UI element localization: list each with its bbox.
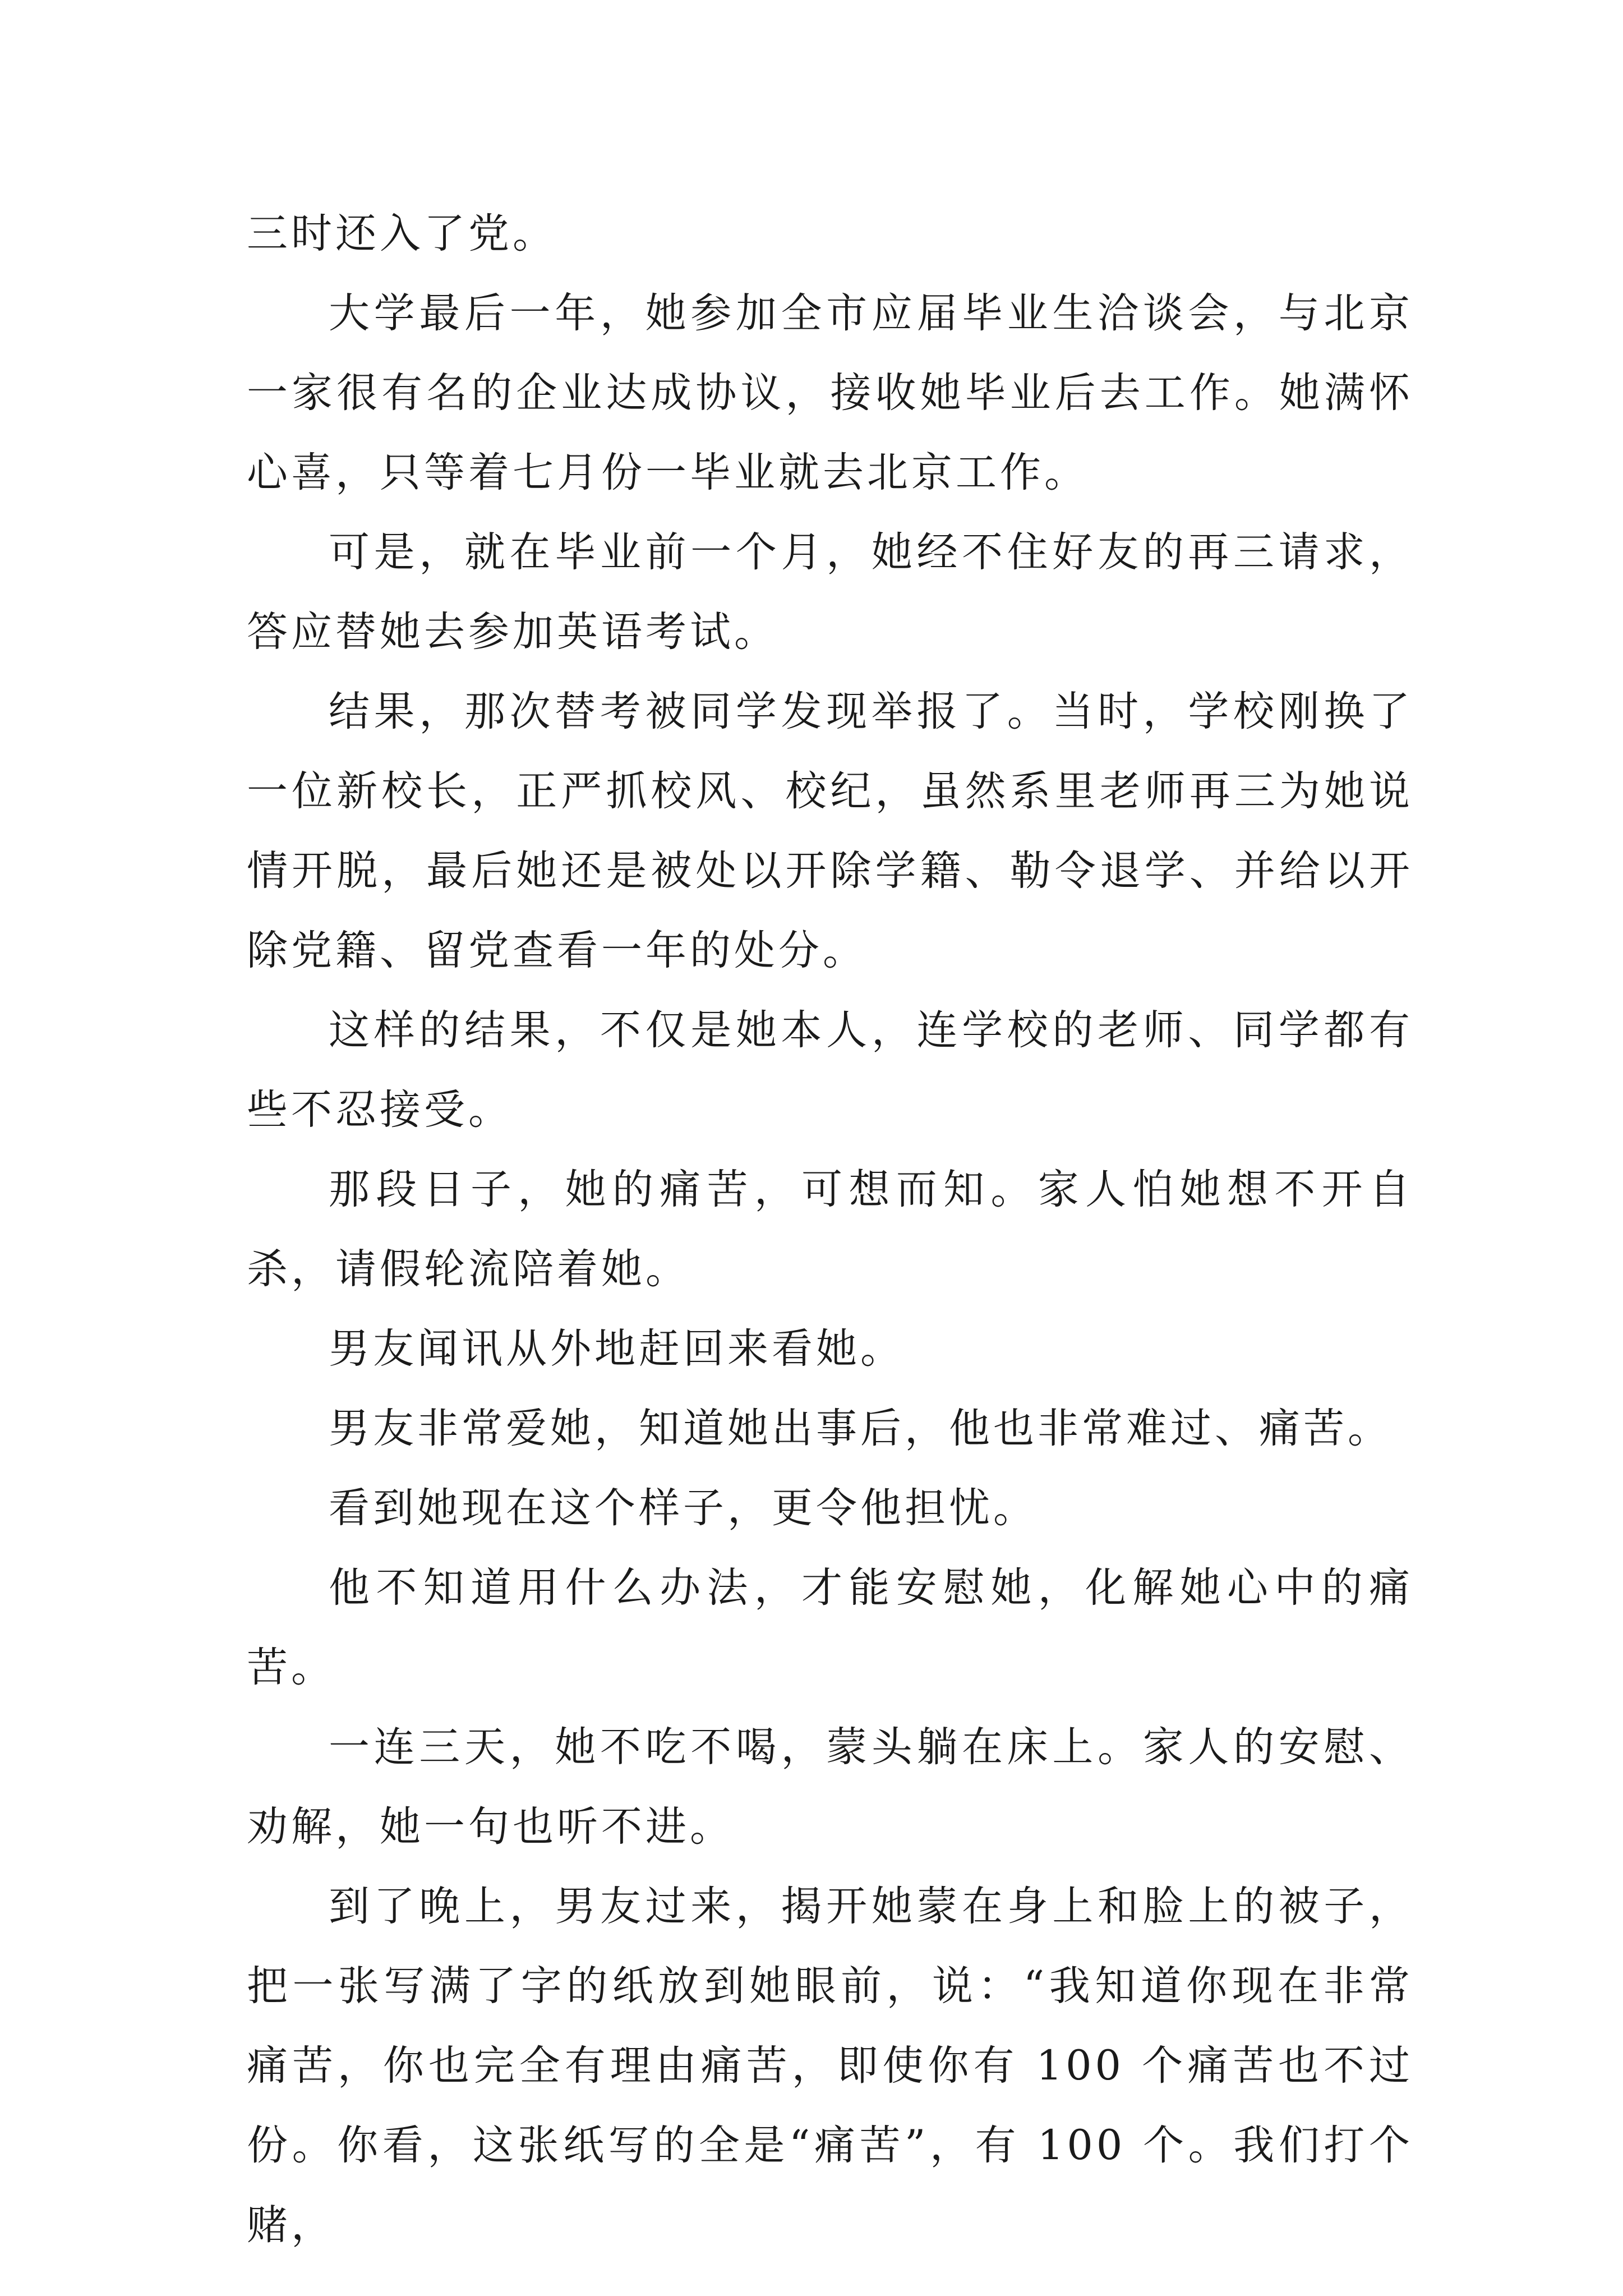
paragraph: 这样的结果，不仅是她本人，连学校的老师、同学都有些不忍接受。 [247,1006,1413,1134]
paragraph: 男友非常爱她，知道她出事后，他也非常难过、痛苦。 [329,1405,1392,1452]
paragraph: 那段日子，她的痛苦，可想而知。家人怕她想不开自杀，请假轮流陪着她。 [247,1166,1413,1293]
paragraph: 男友闻讯从外地赶回来看她。 [329,1325,905,1373]
paragraph: 他不知道用什么办法，才能安慰她，化解她心中的痛苦。 [247,1564,1413,1691]
paragraph: 看到她现在这个样子，更令他担忧。 [329,1484,1038,1532]
paragraph-continuation: 三时还入了党。 [247,210,557,257]
paragraph: 可是，就在毕业前一个月，她经不住好友的再三请求，答应替她去参加英语考试。 [247,528,1413,656]
paragraph: 大学最后一年，她参加全市应届毕业生洽谈会，与北京一家很有名的企业达成协议，接收她毕业后去工作。她满怀心喜，只等着七月份一毕业就去北京工作。 [247,289,1413,496]
body-text [247,194,1413,2265]
paragraph: 结果，那次替考被同学发现举报了。当时，学校刚换了一位新校长，正严抓校风、校纪，虽然系里老师再三为她说情开脱，最后她还是被处以开除学籍、勒令退学、并给以开除党籍、留党查看一年的处分。 [247,688,1413,974]
paragraph: 到了晚上，男友过来，揭开她蒙在身上和脸上的被子，把一张写满了字的纸放到她眼前，说：“我知道你现在非常痛苦，你也完全有理由痛苦，即使你有 100 个痛苦也不过份。你看，这张纸写的全是“痛苦”，有 100 个。我们打个赌， [247,1883,1413,2249]
paragraph: 一连三天，她不吃不喝，蒙头躺在床上。家人的安慰、劝解，她一句也听不进。 [247,1723,1413,1851]
